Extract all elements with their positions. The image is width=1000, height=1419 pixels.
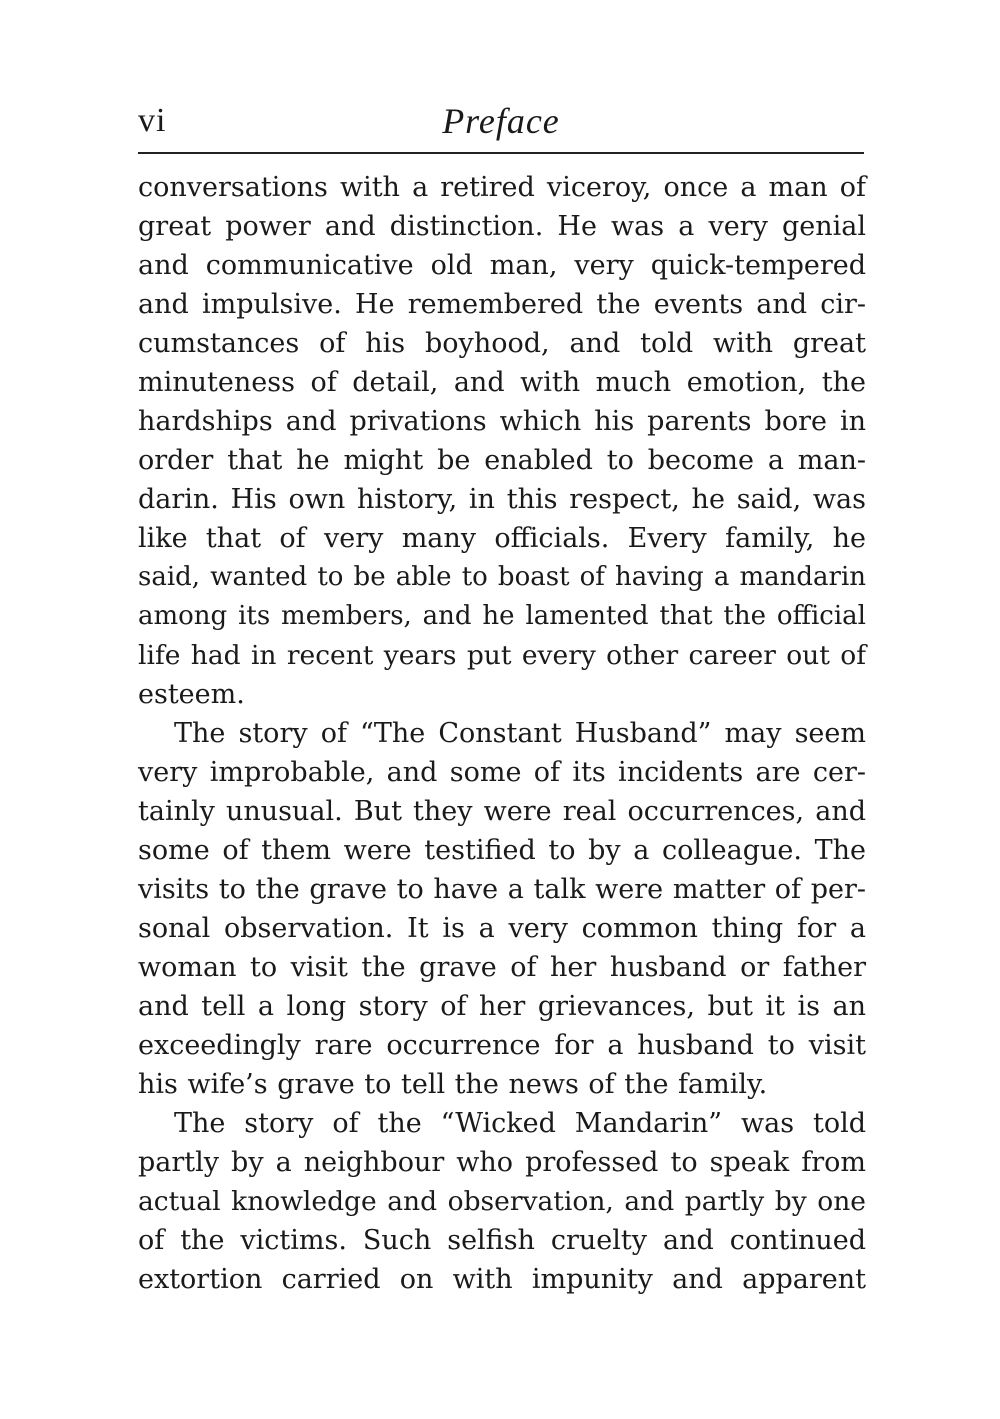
paragraph-3 <box>138 1104 866 1299</box>
text-line: of the victims. Such selfish cruelty and continued <box>138 1225 866 1256</box>
text-line: The story of “The Constant Husband” may seem <box>174 718 866 749</box>
body-text <box>138 168 866 1299</box>
text-line: tainly unusual. But they were real occurrences, and <box>138 796 866 827</box>
running-title: Preface <box>442 101 560 141</box>
running-head <box>138 96 864 146</box>
text-line: exceedingly rare occurrence for a husband to visit <box>138 1030 866 1061</box>
text-line: order that he might be enabled to become a man- <box>138 445 866 476</box>
text-line: conversations with a retired viceroy, once a man of <box>138 172 866 203</box>
text-line: sonal observation. It is a very common thing for a <box>138 913 866 944</box>
paragraph-2 <box>138 714 866 1104</box>
text-line: minuteness of detail, and with much emotion, the <box>138 367 866 398</box>
page-number: vi <box>138 102 167 139</box>
text-line: The story of the “Wicked Mandarin” was told <box>174 1108 866 1139</box>
text-line: great power and distinction. He was a very genial <box>138 211 866 242</box>
text-line: his wife’s grave to tell the news of the family. <box>138 1069 768 1100</box>
text-line: some of them were testified to by a colleague. The <box>138 835 866 866</box>
text-line: extortion carried on with impunity and apparent <box>138 1264 866 1295</box>
text-line: like that of very many officials. Every family, he <box>138 523 866 554</box>
text-line: said, wanted to be able to boast of having a mandarin <box>138 562 866 592</box>
text-line: among its members, and he lamented that the official <box>138 601 866 631</box>
text-line: hardships and privations which his parents bore in <box>138 406 866 437</box>
text-line: esteem. <box>138 679 245 710</box>
text-line: actual knowledge and observation, and partly by one <box>138 1186 866 1217</box>
text-line: cumstances of his boyhood, and told with great <box>138 328 866 359</box>
text-line: visits to the grave to have a talk were matter of per- <box>138 874 866 905</box>
text-line: life had in recent years put every other career out of <box>138 640 866 671</box>
text-line: darin. His own history, in this respect, he said, was <box>138 484 866 515</box>
paragraph-1 <box>138 168 866 714</box>
text-line: and impulsive. He remembered the events and cir- <box>138 289 866 320</box>
text-line: and tell a long story of her grievances, but it is an <box>138 991 866 1022</box>
text-line: woman to visit the grave of her husband or father <box>138 952 866 983</box>
text-line: very improbable, and some of its incidents are cer- <box>138 757 866 788</box>
text-line: and communicative old man, very quick-tempered <box>138 250 866 281</box>
text-line: partly by a neighbour who professed to speak from <box>138 1147 866 1178</box>
header-rule <box>138 152 864 154</box>
